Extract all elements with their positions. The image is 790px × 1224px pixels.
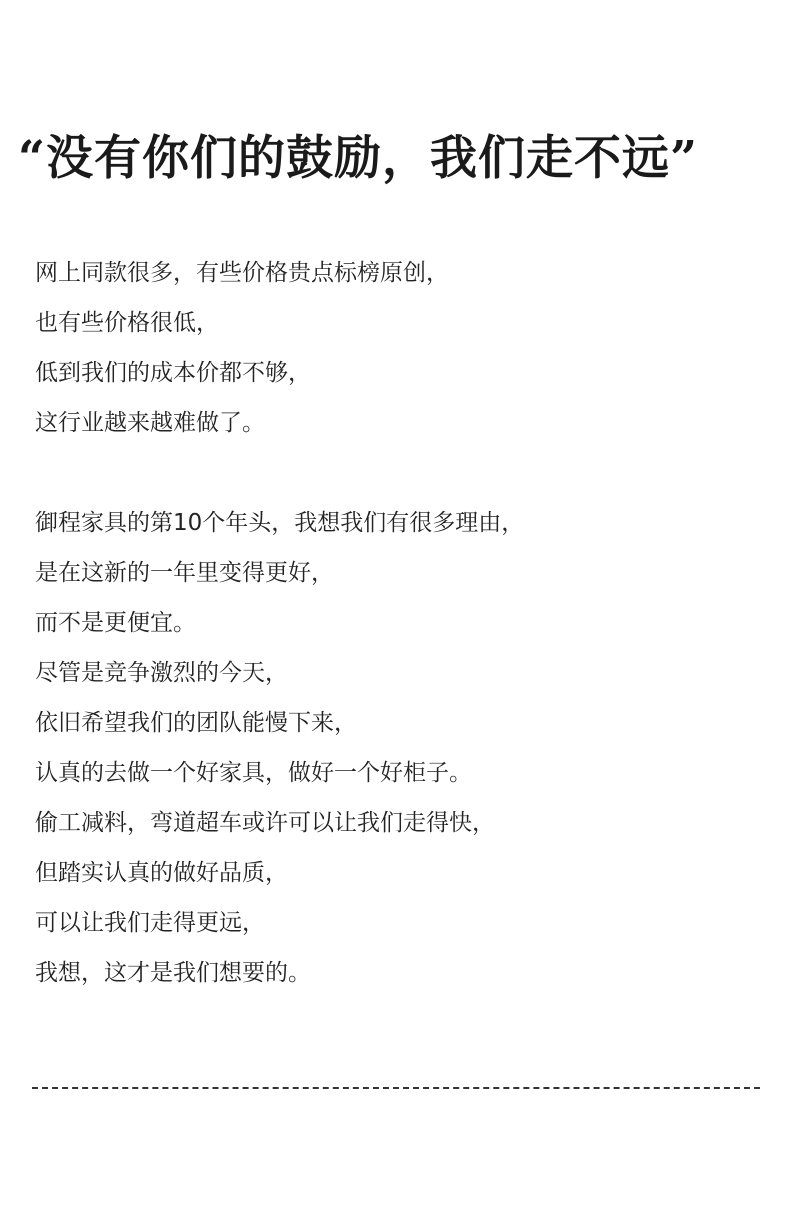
text-line: 网上同款很多，有些价格贵点标榜原创，	[35, 260, 449, 286]
paragraph-spacer	[35, 448, 755, 498]
dashed-divider	[32, 1087, 760, 1089]
text-line: 可以让我们走得更远，	[35, 910, 265, 936]
text-line: 偷工减料，弯道超车或许可以让我们走得快，	[35, 810, 495, 836]
text-line: 我想，这才是我们想要的。	[35, 960, 311, 986]
text-line: 但踏实认真的做好品质，	[35, 860, 288, 886]
article-body	[35, 248, 755, 998]
paragraph	[35, 498, 755, 998]
text-line: 而不是更便宜。	[35, 610, 196, 636]
page-title: “没有你们的鼓励，我们走不远”	[18, 131, 699, 186]
paragraph	[35, 248, 755, 448]
text-line: 也有些价格很低，	[35, 310, 219, 336]
text-line: 是在这新的一年里变得更好，	[35, 560, 334, 586]
text-line: 尽管是竞争激烈的今天，	[35, 660, 288, 686]
text-line: 认真的去做一个好家具，做好一个好柜子。	[35, 760, 472, 786]
text-line: 这行业越来越难做了。	[35, 410, 265, 436]
text-line: 低到我们的成本价都不够，	[35, 360, 311, 386]
text-line: 御程家具的第10个年头，我想我们有很多理由，	[35, 510, 525, 536]
text-line: 依旧希望我们的团队能慢下来，	[35, 710, 357, 736]
